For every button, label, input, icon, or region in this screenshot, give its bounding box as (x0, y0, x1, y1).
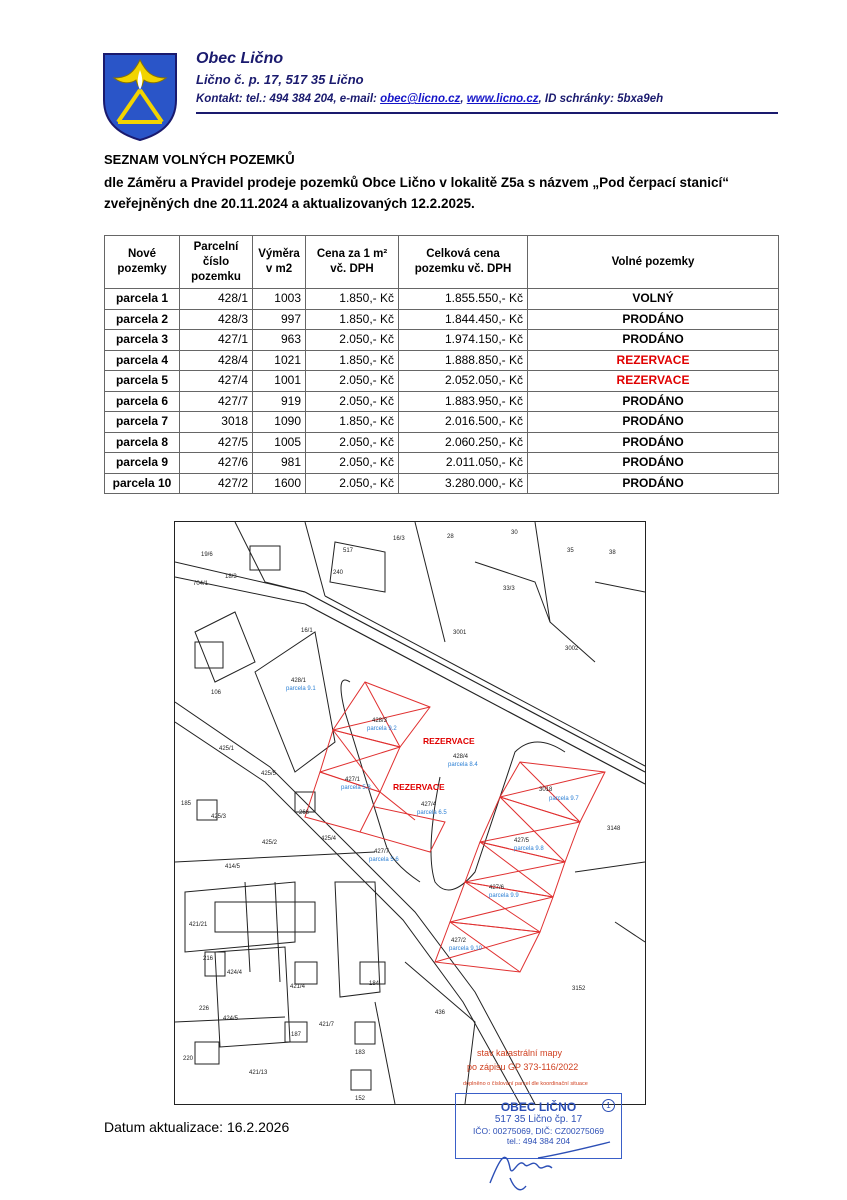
parcel-area-cell: 1003 (253, 289, 306, 310)
cadastral-map (174, 521, 646, 1105)
map-label-parcel-10: parcela 9.10 (449, 946, 483, 952)
parcel-area-cell: 1600 (253, 473, 306, 494)
parcel-name-cell: parcela 10 (105, 473, 180, 494)
header-divider (196, 112, 778, 114)
map-label-421-13: 421/13 (249, 1070, 268, 1076)
parcel-name-cell: parcela 7 (105, 412, 180, 433)
parcel-price-cell: 2.050,- Kč (306, 391, 399, 412)
parcel-status-cell: PRODÁNO (528, 391, 779, 412)
table-row (105, 432, 779, 453)
parcel-area-cell: 919 (253, 391, 306, 412)
municipality-crest-icon (100, 50, 180, 142)
parcel-name-cell: parcela 2 (105, 309, 180, 330)
map-label-427-4: 427/4 (421, 802, 437, 808)
map-label-425-5: 425/5 (261, 771, 277, 777)
contact-prefix: Kontakt: tel.: 494 384 204, e-mail: (196, 93, 381, 105)
map-label-16-3: 16/3 (393, 536, 405, 542)
parcel-area-cell: 997 (253, 309, 306, 330)
map-label-425-4: 425/4 (321, 836, 337, 842)
parcel-status-cell: PRODÁNO (528, 309, 779, 330)
col-header-availability: Volné pozemky (528, 236, 779, 289)
parcels-table (104, 235, 779, 494)
map-label-226: 226 (199, 1006, 210, 1012)
map-label-3148: 3148 (607, 826, 621, 832)
signature (480, 1128, 620, 1198)
map-label-216: 216 (203, 956, 214, 962)
map-label-19-6: 19/6 (201, 552, 213, 558)
map-label-425-2: 425/2 (262, 840, 278, 846)
page-title: SEZNAM VOLNÝCH POZEMKŮ (104, 152, 295, 167)
parcel-number-cell: 427/6 (180, 453, 253, 474)
map-label-3002: 3002 (565, 646, 579, 652)
parcel-number-cell: 427/2 (180, 473, 253, 494)
map-label-parcel-4: parcela 8.4 (448, 762, 478, 768)
parcel-total-cell: 2.060.250,- Kč (399, 432, 528, 453)
col-header-price-per-m2: Cena za 1 m² vč. DPH (306, 236, 399, 289)
map-label-414-5: 414/5 (225, 864, 241, 870)
map-label-704-1: 704/1 (193, 581, 209, 587)
map-label-35: 35 (567, 548, 574, 554)
parcel-name-cell: parcela 6 (105, 391, 180, 412)
map-label-220: 220 (183, 1056, 194, 1062)
map-status-line-1: stav katastrální mapy (477, 1048, 563, 1058)
parcel-status-cell: PRODÁNO (528, 412, 779, 433)
map-label-16-1: 16/1 (301, 628, 313, 634)
parcel-area-cell: 981 (253, 453, 306, 474)
map-label-427-5: 427/5 (514, 838, 530, 844)
parcel-total-cell: 1.888.850,- Kč (399, 350, 528, 371)
map-label-30: 30 (511, 530, 518, 536)
parcel-total-cell: 1.883.950,- Kč (399, 391, 528, 412)
table-header-row (105, 236, 779, 289)
parcel-number-cell: 428/1 (180, 289, 253, 310)
table-row (105, 350, 779, 371)
map-label-266: 266 (299, 810, 310, 816)
parcel-name-cell: parcela 8 (105, 432, 180, 453)
parcel-total-cell: 1.844.450,- Kč (399, 309, 528, 330)
parcel-total-cell: 1.855.550,- Kč (399, 289, 528, 310)
parcel-name-cell: parcela 3 (105, 330, 180, 351)
parcel-area-cell: 1005 (253, 432, 306, 453)
parcel-name-cell: parcela 4 (105, 350, 180, 371)
table-row (105, 309, 779, 330)
col-header-area: Výměra v m2 (253, 236, 306, 289)
parcel-total-cell: 1.974.150,- Kč (399, 330, 528, 351)
parcel-area-cell: 1001 (253, 371, 306, 392)
parcel-number-cell: 428/3 (180, 309, 253, 330)
data-box-id: , ID schránky: 5bxa9eh (538, 93, 664, 105)
parcel-number-cell: 427/1 (180, 330, 253, 351)
map-label-517: 517 (343, 548, 354, 554)
map-label-428-1: 428/1 (291, 678, 307, 684)
table-row (105, 453, 779, 474)
table-row (105, 473, 779, 494)
table-row (105, 289, 779, 310)
contact-line (196, 93, 663, 105)
map-label-parcel-6: parcela 5.6 (369, 857, 399, 863)
municipality-address: Lično č. p. 17, 517 35 Lično (196, 72, 364, 87)
map-label-38: 38 (609, 550, 616, 556)
map-label-3001: 3001 (453, 630, 467, 636)
parcel-name-cell: parcela 1 (105, 289, 180, 310)
parcel-status-cell: PRODÁNO (528, 453, 779, 474)
map-label-187: 187 (291, 1032, 302, 1038)
map-label-parcel-1: parcela 9.1 (286, 686, 316, 692)
parcel-price-cell: 2.050,- Kč (306, 371, 399, 392)
map-label-436: 436 (435, 1010, 446, 1016)
col-header-parcel-number: Parcelní číslo pozemku (180, 236, 253, 289)
municipality-name: Obec Lično (196, 50, 284, 67)
map-label-425-3: 425/3 (211, 814, 227, 820)
map-label-106: 106 (211, 690, 222, 696)
map-label-427-6: 427/6 (489, 885, 505, 891)
stamp-address: 517 35 Lično čp. 17 (494, 1114, 583, 1125)
map-status-line-3: doplněno o číslování parcel dle koordinační situace (463, 1081, 588, 1087)
stamp-phone: tel.: 494 384 204 (506, 1136, 571, 1146)
parcel-area-cell: 963 (253, 330, 306, 351)
map-label-184: 184 (369, 981, 380, 987)
parcel-status-cell: PRODÁNO (528, 432, 779, 453)
map-label-421-4: 421/4 (290, 984, 306, 990)
stamp-title: OBEC LIČNO (500, 1100, 577, 1114)
map-label-421-7: 421/7 (319, 1022, 335, 1028)
parcel-price-cell: 1.850,- Kč (306, 309, 399, 330)
email-link[interactable]: obec@licno.cz (380, 93, 461, 105)
map-label-3018: 3018 (539, 787, 553, 793)
parcel-total-cell: 2.016.500,- Kč (399, 412, 528, 433)
map-label-424-5: 424/5 (223, 1016, 239, 1022)
map-label-33-3: 33/3 (503, 586, 515, 592)
table-row (105, 412, 779, 433)
parcel-price-cell: 2.050,- Kč (306, 453, 399, 474)
map-label-3152: 3152 (572, 986, 586, 992)
map-label-152: 152 (355, 1096, 366, 1102)
parcel-name-cell: parcela 9 (105, 453, 180, 474)
map-label-reservation-2: REZERVACE (393, 782, 445, 792)
map-label-parcel-3: parcela 5.3 (341, 785, 371, 791)
parcel-status-cell: VOLNÝ (528, 289, 779, 310)
map-label-reservation-1: REZERVACE (423, 736, 475, 746)
parcel-status-cell: PRODÁNO (528, 473, 779, 494)
parcel-price-cell: 1.850,- Kč (306, 350, 399, 371)
col-header-new-parcels: Nové pozemky (105, 236, 180, 289)
parcel-number-cell: 3018 (180, 412, 253, 433)
parcel-price-cell: 1.850,- Kč (306, 412, 399, 433)
map-label-427-2: 427/2 (451, 938, 467, 944)
map-label-240: 240 (333, 570, 344, 576)
parcel-number-cell: 427/5 (180, 432, 253, 453)
parcel-price-cell: 2.050,- Kč (306, 473, 399, 494)
web-link[interactable]: www.licno.cz (466, 93, 539, 105)
parcel-area-cell: 1090 (253, 412, 306, 433)
map-label-parcel-9: parcela 9.9 (489, 893, 519, 899)
table-row (105, 371, 779, 392)
map-label-28: 28 (447, 534, 454, 540)
map-label-424-4: 424/4 (227, 970, 243, 976)
update-date: Datum aktualizace: 16.2.2026 (104, 1119, 290, 1135)
map-label-parcel-8: parcela 9.8 (514, 846, 544, 852)
parcel-total-cell: 3.280.000,- Kč (399, 473, 528, 494)
parcel-number-cell: 427/7 (180, 391, 253, 412)
parcel-total-cell: 2.052.050,- Kč (399, 371, 528, 392)
contact-separator: , (460, 93, 467, 105)
parcel-price-cell: 2.050,- Kč (306, 432, 399, 453)
parcel-number-cell: 428/4 (180, 350, 253, 371)
col-header-total-price: Celková cena pozemku vč. DPH (399, 236, 528, 289)
map-label-428-4: 428/4 (453, 754, 469, 760)
map-label-parcel-5: parcela 6.5 (417, 810, 447, 816)
stamp-ids: IČO: 00275069, DIČ: CZ00275069 (473, 1126, 604, 1136)
parcel-total-cell: 2.011.050,- Kč (399, 453, 528, 474)
map-label-428-3: 428/3 (372, 718, 388, 724)
parcel-status-cell: REZERVACE (528, 371, 779, 392)
map-label-183: 183 (355, 1050, 366, 1056)
parcel-price-cell: 2.050,- Kč (306, 330, 399, 351)
map-label-parcel-2: parcela 9.2 (367, 726, 397, 732)
map-status-line-2: po zápisu GP 373-116/2022 (467, 1062, 579, 1072)
parcel-status-cell: PRODÁNO (528, 330, 779, 351)
table-row (105, 330, 779, 351)
map-label-421-21: 421/21 (189, 922, 208, 928)
parcel-status-cell: REZERVACE (528, 350, 779, 371)
map-label-427-7: 427/7 (374, 849, 390, 855)
stamp-number: 1 (602, 1099, 615, 1112)
page-subtitle: dle Záměru a Pravidel prodeje pozemků Obce Lično v lokalitě Z5a s názvem „Pod čerpací stanicí“ zveřejněných dne 20.11.2024 a aktualizovaných 12.2.2025. (104, 175, 729, 211)
map-label-185: 185 (181, 801, 192, 807)
parcel-name-cell: parcela 5 (105, 371, 180, 392)
parcel-number-cell: 427/4 (180, 371, 253, 392)
cadastral-map-drawing (175, 522, 645, 1104)
map-label-parcel-7: parcela 9.7 (549, 796, 579, 802)
map-label-425-1: 425/1 (219, 746, 235, 752)
parcel-price-cell: 1.850,- Kč (306, 289, 399, 310)
parcel-area-cell: 1021 (253, 350, 306, 371)
map-label-18-3: 18/3 (225, 574, 237, 580)
map-label-427-1: 427/1 (345, 777, 361, 783)
table-row (105, 391, 779, 412)
